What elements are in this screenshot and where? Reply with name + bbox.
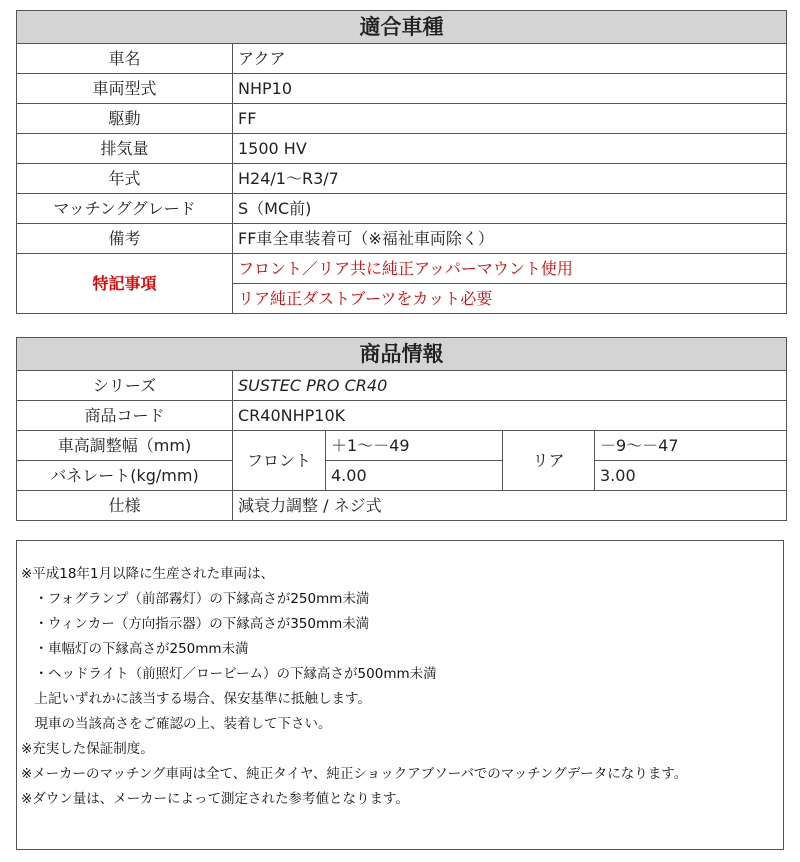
front-height: ＋1～－49: [326, 431, 503, 461]
note-line: 現車の当該高さをご確認の上、装着して下さい。: [21, 716, 332, 732]
row-label: 駆動: [17, 104, 233, 134]
table-row: [17, 44, 787, 74]
special-notes-label: 特記事項: [17, 254, 233, 314]
special-note: リア純正ダストブーツをカット必要: [233, 284, 787, 314]
spec-label: 仕様: [17, 491, 233, 521]
note-line: ・ウィンカー（方向指示器）の下縁高さが350mm未満: [21, 616, 370, 632]
table-row: [17, 461, 787, 491]
row-value: S（MC前): [233, 194, 787, 224]
rear-spring: 3.00: [595, 461, 787, 491]
rear-label: リア: [503, 431, 595, 491]
notes-box: [16, 540, 784, 850]
row-label: 排気量: [17, 134, 233, 164]
fitment-table: [16, 10, 787, 314]
note-line: ・車幅灯の下縁高さが250mm未満: [21, 641, 249, 657]
row-label: 備考: [17, 224, 233, 254]
code-label: 商品コード: [17, 401, 233, 431]
table-row: [17, 134, 787, 164]
table-row: [17, 371, 787, 401]
fitment-title: 適合車種: [17, 11, 787, 44]
row-value: FF: [233, 104, 787, 134]
series-value: SUSTEC PRO CR40: [233, 371, 787, 401]
series-label: シリーズ: [17, 371, 233, 401]
row-value: NHP10: [233, 74, 787, 104]
note-line: ※充実した保証制度。: [21, 741, 154, 757]
note-line: ・フォグランプ（前部霧灯）の下縁高さが250mm未満: [21, 591, 370, 607]
row-value: H24/1～R3/7: [233, 164, 787, 194]
table-row: [17, 164, 787, 194]
spec-value: 減衰力調整 / ネジ式: [233, 491, 787, 521]
front-spring: 4.00: [326, 461, 503, 491]
code-value: CR40NHP10K: [233, 401, 787, 431]
product-title: 商品情報: [17, 338, 787, 371]
table-row: [17, 254, 787, 284]
row-label: 車名: [17, 44, 233, 74]
table-row: [17, 401, 787, 431]
note-line: ※メーカーのマッチング車両は全て、純正タイヤ、純正ショックアブソーバでのマッチングデータになります。: [21, 766, 688, 782]
height-label: 車高調整幅（mm): [17, 431, 233, 461]
table-row: [17, 74, 787, 104]
note-line: ・ヘッドライト（前照灯／ロービーム）の下縁高さが500mm未満: [21, 666, 437, 682]
table-row: [17, 431, 787, 461]
row-label: マッチンググレード: [17, 194, 233, 224]
table-row: [17, 104, 787, 134]
note-line: 上記いずれかに該当する場合、保安基準に抵触します。: [21, 691, 371, 707]
note-line: ※平成18年1月以降に生産された車両は、: [21, 566, 275, 582]
row-value: 1500 HV: [233, 134, 787, 164]
row-label: 年式: [17, 164, 233, 194]
row-label: 車両型式: [17, 74, 233, 104]
row-value: FF車全車装着可（※福祉車両除く）: [233, 224, 787, 254]
rear-height: －9～－47: [595, 431, 787, 461]
front-label: フロント: [233, 431, 326, 491]
row-value: アクア: [233, 44, 787, 74]
table-row: [17, 491, 787, 521]
table-row: [17, 194, 787, 224]
spring-label: バネレート(kg/mm): [17, 461, 233, 491]
note-line: ※ダウン量は、メーカーによって測定された参考値となります。: [21, 791, 409, 807]
table-row: [17, 224, 787, 254]
special-note: フロント／リア共に純正アッパーマウント使用: [233, 254, 787, 284]
product-table: [16, 337, 787, 521]
